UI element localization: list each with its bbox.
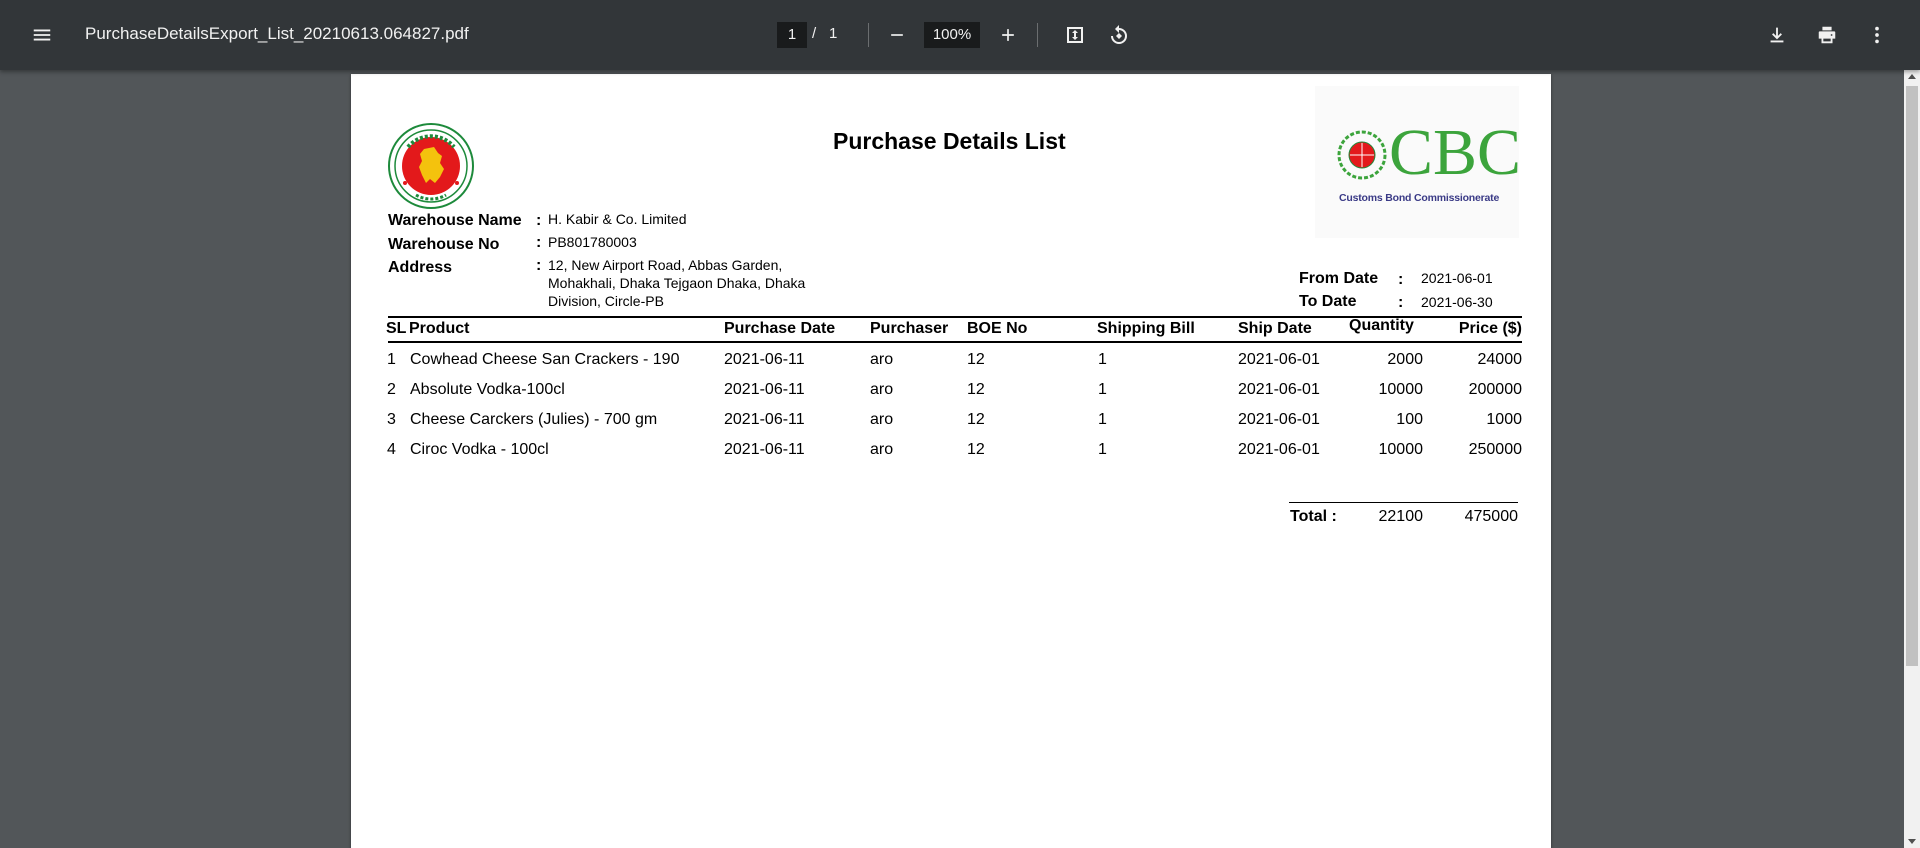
cell-sl: 3 — [387, 411, 396, 428]
header-purchaser: Purchaser — [870, 320, 949, 337]
cell-shipping-bill: 1 — [1098, 351, 1107, 368]
table-header-rule — [388, 341, 1522, 343]
cell-price: 24000 — [1477, 351, 1522, 368]
download-icon[interactable] — [1757, 15, 1797, 55]
total-pages: 1 — [829, 25, 838, 42]
cell-boe-no: 12 — [967, 351, 985, 368]
from-date-value: 2021-06-01 — [1421, 270, 1493, 286]
warehouse-no-label: Warehouse No — [388, 236, 500, 253]
to-date-label: To Date — [1299, 293, 1357, 310]
scroll-thumb[interactable] — [1906, 86, 1918, 666]
cbc-logo — [1315, 86, 1522, 238]
address-line: Mohakhali, Dhaka Tejgaon Dhaka, Dhaka — [548, 275, 806, 291]
page-separator: / — [812, 25, 817, 42]
cell-ship-date: 2021-06-01 — [1238, 411, 1320, 428]
warehouse-name-label: Warehouse Name — [388, 212, 522, 229]
cell-price: 250000 — [1468, 441, 1522, 458]
cell-quantity: 2000 — [1387, 351, 1423, 368]
from-date-label: From Date — [1299, 270, 1379, 287]
header-price: Price ($) — [1458, 320, 1522, 337]
print-icon[interactable] — [1807, 15, 1847, 55]
cell-product: Cowhead Cheese San Crackers - 190 — [410, 351, 680, 368]
cell-purchase-date: 2021-06-11 — [724, 441, 805, 458]
cell-purchaser: aro — [870, 441, 894, 458]
cell-product: Absolute Vodka-100cl — [410, 381, 565, 398]
header-purchase-date: Purchase Date — [724, 320, 836, 337]
colon: : — [536, 234, 542, 251]
cell-price: 1000 — [1486, 411, 1522, 428]
cell-ship-date: 2021-06-01 — [1238, 351, 1320, 368]
cell-product: Ciroc Vodka - 100cl — [410, 441, 549, 458]
cell-boe-no: 12 — [967, 441, 985, 458]
cell-purchaser: aro — [870, 351, 894, 368]
total-rule — [1289, 502, 1518, 503]
menu-icon[interactable] — [22, 15, 62, 55]
zoom-in-button[interactable] — [988, 15, 1028, 55]
header-quantity: Quantity — [1349, 317, 1414, 334]
address-line: 12, New Airport Road, Abbas Garden, — [548, 257, 783, 273]
cell-shipping-bill: 1 — [1098, 441, 1107, 458]
zoom-out-button[interactable] — [877, 15, 917, 55]
cell-sl: 2 — [387, 381, 396, 398]
cell-purchase-date: 2021-06-11 — [724, 351, 805, 368]
more-options-icon[interactable] — [1857, 15, 1897, 55]
toolbar-divider — [868, 23, 869, 47]
cell-ship-date: 2021-06-01 — [1238, 381, 1320, 398]
address-line: Division, Circle-PB — [548, 293, 664, 309]
header-ship-date: Ship Date — [1238, 320, 1312, 337]
colon: : — [1398, 271, 1404, 288]
to-date-value: 2021-06-30 — [1421, 294, 1493, 310]
colon: : — [536, 257, 542, 274]
address-label: Address — [388, 259, 453, 276]
cell-price: 200000 — [1468, 381, 1522, 398]
government-seal-logo — [388, 123, 474, 209]
cell-boe-no: 12 — [967, 411, 985, 428]
vertical-scrollbar[interactable] — [1904, 70, 1920, 848]
cbc-logo-subtitle: Customs Bond Commissionerate — [1339, 192, 1500, 204]
warehouse-no-value: PB801780003 — [548, 234, 637, 250]
total-label: Total : — [1290, 508, 1337, 525]
scroll-up-arrow-icon[interactable] — [1908, 74, 1916, 79]
cbc-seal-icon — [1337, 130, 1387, 180]
header-shipping-bill: Shipping Bill — [1097, 320, 1195, 337]
zoom-level-input[interactable]: 100% — [924, 22, 980, 48]
header-boe-no: BOE No — [967, 320, 1028, 337]
cell-sl: 1 — [387, 351, 396, 368]
cell-sl: 4 — [387, 441, 396, 458]
cell-quantity: 10000 — [1378, 441, 1423, 458]
cell-quantity: 10000 — [1378, 381, 1423, 398]
cbc-logo-name: CBC — [1389, 116, 1522, 189]
fit-to-page-icon[interactable] — [1055, 15, 1095, 55]
cell-purchase-date: 2021-06-11 — [724, 381, 805, 398]
header-product: Product — [409, 320, 470, 337]
cell-product: Cheese Carckers (Julies) - 700 gm — [410, 411, 658, 428]
cell-ship-date: 2021-06-01 — [1238, 441, 1320, 458]
total-price: 475000 — [1464, 508, 1518, 525]
pdf-toolbar — [0, 0, 1920, 70]
document-title: Purchase Details List — [833, 128, 1066, 154]
header-sl: SL — [386, 320, 407, 337]
cell-purchase-date: 2021-06-11 — [724, 411, 805, 428]
cell-boe-no: 12 — [967, 381, 985, 398]
cell-quantity: 100 — [1396, 411, 1423, 428]
cell-purchaser: aro — [870, 381, 894, 398]
current-page-input[interactable]: 1 — [777, 22, 807, 48]
rotate-icon[interactable] — [1099, 15, 1139, 55]
total-quantity: 22100 — [1378, 508, 1423, 525]
cell-shipping-bill: 1 — [1098, 411, 1107, 428]
toolbar-divider — [1037, 23, 1038, 47]
colon: : — [536, 212, 542, 229]
file-name: PurchaseDetailsExport_List_20210613.064827.pdf — [85, 24, 469, 43]
pdf-page — [351, 74, 1551, 848]
cell-shipping-bill: 1 — [1098, 381, 1107, 398]
scroll-down-arrow-icon[interactable] — [1908, 839, 1916, 844]
colon: : — [1398, 294, 1404, 311]
warehouse-name-value: H. Kabir & Co. Limited — [548, 211, 687, 227]
cell-purchaser: aro — [870, 411, 894, 428]
